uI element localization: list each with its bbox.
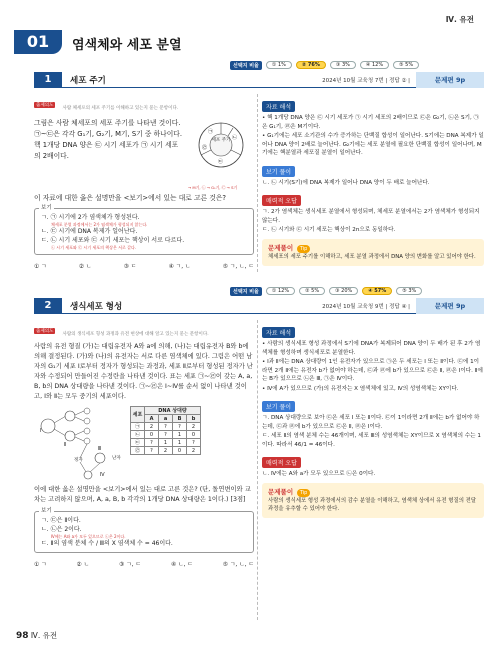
sperm-formation-diagram: [34, 406, 118, 482]
solution-heading: 보기 풀이: [262, 401, 295, 412]
bogi-item-note: Ⅳ에는 A와 a가 모두 있으므로 ㉡은 2이다.: [51, 534, 126, 539]
stats-label: 선택지 비율: [230, 61, 262, 70]
bogi-item-note: 체세포 분열 과정에서는 2가 염색체가 형성되지 않는다.: [51, 222, 148, 227]
table-header: B: [173, 415, 187, 423]
stat-pill: ⑤ 5%: [393, 61, 419, 69]
wrong-answer-heading: 매력적 오답: [262, 457, 301, 468]
stat-pill: ⑤ 3%: [396, 287, 422, 295]
table-header: a: [159, 415, 173, 423]
q2-header: [34, 298, 484, 314]
table-cell: 0: [145, 431, 159, 439]
question-text: 그림은 사람 체세포의 세포 주기를 나타낸 것이다. ㉠~㉢은 각각 G₁기, G₂기, M기, S기 중 하나이다. 핵 1개당 DNA 양은 ㉢ 시기 세포가 ㉠ 시기 세포의 2배이다.: [34, 119, 183, 160]
tip-label: 문제풀이: [268, 243, 294, 252]
bogi-item-text: ㄴ. ㉡은 2이다.: [41, 526, 82, 533]
table-cell: ㉡: [131, 431, 145, 439]
q2-choice-stats: [230, 286, 422, 296]
svg-text:㉣: ㉣: [202, 145, 208, 151]
solution-paragraph: ㄴ. ㉡ 시기(S기)에 DNA 복제가 일어나 DNA 양이 두 배로 늘어난다.: [262, 179, 430, 186]
table-cell: 2: [159, 447, 173, 455]
bogi-item-note: ㉡ 시기 세포와 ㉢ 시기 세포의 핵상은 서로 같다.: [51, 245, 137, 250]
solution-paragraph: ㄷ. 세포 Ⅱ의 염색 분체 수는 46개이며, 세포 Ⅲ의 성염색체는 XY이므로 X 염색체의 수는 1이다. 따라서 46/1 = 46이다.: [262, 433, 481, 448]
tip-box: [262, 483, 484, 518]
solution-paragraph: • Ⅳ에 A가 있으므로 (가)의 유전자는 X 염색체에 있고, Ⅳ의 성염색체는 XY이다.: [262, 385, 459, 392]
tip-text: 체세포의 세포 주기를 이해하고, 세포 분열 과정에서 DNA 양의 변화를 알고 있어야 한다.: [268, 253, 476, 260]
chapter-title: 염색체와 세포 분열: [72, 38, 182, 53]
tip-text: 사람의 생식세포 형성 과정에서의 감수 분열을 이해하고, 염색체 상에서 유전 형질의 전달 과정을 유추할 수 있어야 한다.: [268, 497, 477, 512]
exam-source: 2024년 10월 교육청 7번 | 정답 ② |: [322, 78, 410, 84]
solution-text: [262, 114, 484, 158]
bogi-item: [41, 236, 247, 250]
table-cell: ㉠: [131, 423, 145, 431]
stat-pill: ③ 20%: [329, 287, 358, 295]
table-cell: 2: [145, 423, 159, 431]
choice[interactable]: ② ㄴ: [76, 562, 90, 568]
solution-text: [262, 340, 484, 393]
choice[interactable]: ② ㄴ: [78, 264, 92, 270]
table-cell: 1: [173, 431, 187, 439]
bogi-label: 보기: [41, 205, 52, 211]
question-prompt: 이 자료에 대한 옳은 설명만을 <보기>에서 있는 대로 고른 것은?: [34, 194, 227, 202]
table-header: b: [187, 415, 201, 423]
answer-choices: [34, 261, 254, 270]
footer-section: Ⅳ. 유전: [30, 631, 58, 640]
table-row: [131, 439, 201, 447]
bogi-item-text: ㄱ. ㉢은 Ⅱ이다.: [41, 517, 81, 524]
page-number: 98: [16, 631, 29, 641]
stat-pill-highlight: ② 76%: [296, 61, 326, 69]
bogi-item-text: ㄷ. Ⅱ의 염색 분체 수 / Ⅲ의 X 염색체 수 = 46이다.: [41, 540, 173, 547]
figure-row: [34, 406, 254, 482]
problem-page-ref: 문제편 9p: [416, 72, 484, 88]
table-header: 세포: [131, 407, 145, 423]
question-text: 사람의 유전 형질 (가)는 대립유전자 A와 a에 의해, (나)는 대립유전자 B와 b에 의해 결정된다. (가)와 (나)의 유전자는 서로 다른 염색체에 있다. 그림은 어떤 남자의 G₁기 세포 Ⅰ로부터 정자가 형성되는 과정과, 세포 Ⅱ로부터 형성된 정자가 난자와 수정되어 만들어진 수정란을 나타낸 것이다. 표는 세포 ㉠~㉣이 갖는 A, a, B, b의 DNA 상대량을 나타낸 것이다. ㉠~㉣은 Ⅰ~Ⅳ를 순서 없이 나타낸 것이고, Ⅰ와 Ⅱ는 모두 중기의 세포이다.: [34, 343, 253, 400]
q2-question: [34, 320, 254, 568]
solution-paragraph: ㄷ. ㉡ 시기와 ㉢ 시기 세포는 핵상이 2n으로 동일하다.: [262, 227, 396, 233]
table-row: [131, 423, 201, 431]
table-cell: 0: [173, 447, 187, 455]
tip-icon: Tip: [297, 489, 310, 497]
table-cell: ?: [145, 447, 159, 455]
solution-paragraph: • 사람의 생식세포 형성 과정에서 S기에 DNA가 복제되어 DNA 양이 두 배가 된 후 2가 염색체를 형성하며 생식세포로 분열한다.: [262, 341, 481, 356]
stat-pill: ④ 12%: [360, 61, 389, 69]
problem-page-ref: 문제편 9p: [416, 298, 484, 314]
stat-pill-highlight: ④ 57%: [362, 287, 392, 295]
solution-paragraph: ㄱ. 2가 염색체는 생식세포 분열에서 형성되며, 체세포 분열에서는 2가 염색체가 형성되지 않는다.: [262, 209, 480, 224]
choice[interactable]: ④ ㄱ, ㄴ: [168, 264, 191, 270]
table-cell: 1: [173, 439, 187, 447]
diagram-note: → M기, ㉡ → G₁기, ㉢ → S기: [188, 185, 238, 190]
bogi-item-text: ㄴ. ㉢ 시기에 DNA 복제가 일어난다.: [41, 228, 138, 235]
running-head: Ⅳ. 유전: [445, 15, 474, 24]
choice[interactable]: ⑤ ㄱ, ㄴ, ㄷ: [222, 562, 254, 568]
stat-pill: ① 1%: [266, 61, 292, 69]
q2-solution: [262, 320, 484, 518]
bogi-item-text: ㄷ. ㉡ 시기 세포와 ㉢ 시기 세포는 핵상이 서로 다르다.: [41, 237, 185, 244]
tip-icon: Tip: [297, 245, 310, 253]
table-cell: 2: [187, 423, 201, 431]
table-cell: ?: [145, 439, 159, 447]
diagram-label: Ⅱ: [64, 442, 67, 448]
intent-tag: 출제의도: [36, 102, 54, 108]
stat-pill: ③ 3%: [330, 61, 356, 69]
question-prompt: 이에 대한 옳은 설명만을 <보기>에서 있는 대로 고른 것은? (단, 돌연변이와 교차는 고려하지 않으며, A, a, B, b 각각의 1개당 DNA 상대량은 1이다.) [3점]: [34, 486, 251, 503]
solution-paragraph: • 핵 1개당 DNA 양은 ㉢ 시기 세포가 ㉠ 시기 세포의 2배이므로 ㉢은 G₂기, ㉡은 S기, ㉠은 G₁기, ㉣은 M기이다.: [262, 115, 480, 130]
tip-label: 문제풀이: [268, 487, 294, 496]
table-group-header: DNA 상대량: [145, 407, 201, 415]
diagram-label: 정자: [74, 458, 83, 463]
table-cell: ㉢: [131, 439, 145, 447]
q1-header: [34, 72, 484, 88]
question-title: 세포 주기: [70, 76, 106, 86]
table-cell: ?: [173, 423, 187, 431]
choice[interactable]: ③ ㄷ: [123, 264, 137, 270]
question-title: 생식세포 형성: [70, 302, 123, 312]
table-cell: ?: [187, 439, 201, 447]
question-number: 1: [34, 72, 62, 88]
solution-paragraph: • G₁기에는 세포 소기관의 수가 증가하는 단백질 합성이 일어난다. S기에는 DNA 복제가 일어나 DNA 양이 2배로 늘어난다. G₂기에는 세포 분열에 필요한 단백질 합성이 일어나며, M기에는 핵분열과 세포질 분열이 일어난다.: [262, 133, 484, 156]
bogi-item: [41, 525, 247, 539]
diagram-label: 난자: [112, 456, 121, 461]
diagram-center-label: 세포 주기: [211, 138, 231, 143]
bogi-box: [34, 508, 254, 553]
question-number: 2: [34, 298, 62, 314]
tip-box: [262, 239, 484, 266]
q1-question: [34, 94, 254, 270]
table-cell: ?: [159, 431, 173, 439]
solution-paragraph: ㄴ. Ⅳ에는 A와 a가 모두 있으므로 ㉡은 0이다.: [262, 471, 376, 477]
bogi-box: [34, 205, 254, 255]
answer-choices: [34, 559, 254, 568]
solution-heading: 보기 풀이: [262, 166, 295, 177]
table-header: A: [145, 415, 159, 423]
table-cell: ㉣: [131, 447, 145, 455]
q1-solution: [262, 94, 484, 266]
chapter-header: [14, 30, 484, 54]
column-divider: [257, 320, 258, 620]
q1-choice-stats: [230, 60, 419, 70]
stat-pill: ① 12%: [266, 287, 295, 295]
bogi-item: [41, 213, 247, 227]
svg-text:㉠: ㉠: [208, 129, 214, 135]
intent-text: 사람 체세포의 세포 주기를 이해하고 있는지 묻는 문항이다.: [62, 106, 179, 111]
solution-paragraph: ㄱ. DNA 상대량으로 보아 ㉢은 세포 Ⅰ 또는 Ⅱ이다. ㉢이 1이라면 2개 Ⅱ에는 b가 없어야 하는데, ㉢과 ㉣에 b가 있으므로 ㉢은 Ⅱ, ㉣은 Ⅰ이다.: [262, 415, 480, 430]
solution-heading: 자료 해석: [262, 327, 295, 338]
intent-text: 사람의 생식세포 형성 과정과 유전 현상에 대해 알고 있는지 묻는 문항이다.: [62, 332, 209, 337]
table-cell: 2: [187, 447, 201, 455]
wrong-answer-heading: 매력적 오답: [262, 195, 301, 206]
diagram-label: Ⅲ: [98, 446, 102, 452]
svg-text:㉡: ㉡: [232, 135, 238, 141]
table-cell: ?: [159, 423, 173, 431]
dna-table: [130, 406, 201, 455]
solution-paragraph: • Ⅰ과 Ⅱ에는 DNA 상대량이 1인 유전자가 있으므로 ㉠은 두 세포는 Ⅰ 또는 Ⅱ이다. ㉢에 1이라면 2개 Ⅱ에는 유전자 b가 없어야 하는데, ㉢과 ㉣에 b가 있으므로 ㉢은 Ⅱ, ㉣은 Ⅰ이다. Ⅱ에는 B가 있으므로 ㉡은 Ⅲ, ㉠은 Ⅳ이다.: [262, 359, 483, 382]
choice[interactable]: ③ ㄱ, ㄷ: [119, 562, 142, 568]
exam-source: 2024년 10월 교육청 9번 | 정답 ④ |: [322, 304, 410, 310]
stats-label: 선택지 비율: [230, 287, 262, 296]
bogi-item: [41, 227, 247, 236]
chapter-number: 01: [14, 30, 62, 54]
intent-tag: 출제의도: [36, 328, 54, 334]
page-footer: [16, 630, 57, 641]
bogi-label: 보기: [41, 508, 52, 514]
solution-heading: 자료 해석: [262, 101, 295, 112]
table-cell: 1: [159, 439, 173, 447]
svg-text:㉢: ㉢: [218, 159, 224, 165]
cell-cycle-diagram: [188, 115, 254, 190]
table-cell: 0: [187, 431, 201, 439]
bogi-item-text: ㄱ. ㉠ 시기에 2가 염색체가 형성된다.: [41, 214, 140, 221]
table-row: [131, 431, 201, 439]
choice[interactable]: ④ ㄴ, ㄷ: [170, 562, 193, 568]
diagram-label: Ⅰ: [40, 428, 42, 434]
choice[interactable]: ⑤ ㄱ, ㄴ, ㄷ: [222, 264, 254, 270]
choice[interactable]: ① ㄱ: [34, 562, 47, 568]
table-row: [131, 447, 201, 455]
choice[interactable]: ① ㄱ: [34, 264, 47, 270]
stat-pill: ② 5%: [299, 287, 325, 295]
column-divider: [257, 94, 258, 272]
diagram-label: Ⅳ: [100, 472, 105, 478]
